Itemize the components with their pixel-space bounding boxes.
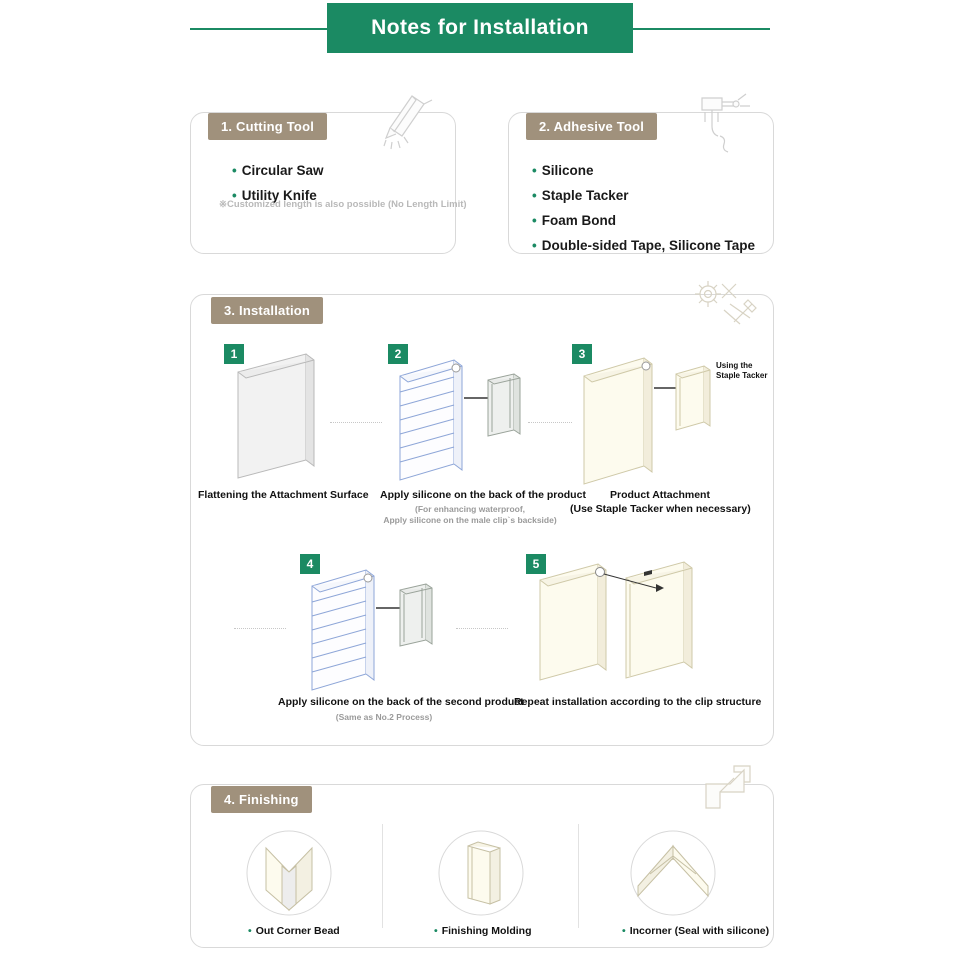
bullet-dot: • [532,238,537,253]
step1-caption: Flattening the Attachment Surface [198,489,369,501]
tag-adhesive-tool: 2. Adhesive Tool [526,113,657,140]
incorner-icon [630,830,716,916]
finishing-label: Out Corner Bead [255,925,340,937]
finishing-molding-icon [438,830,524,916]
bullet-dot: • [622,925,626,937]
bullet-dot: • [532,163,537,178]
step4-illustration [304,562,439,694]
bullet-dot: • [532,213,537,228]
list-item-label: Circular Saw [241,163,324,178]
step1-illustration [232,350,328,485]
step2-illustration [392,352,527,484]
cutting-tool-note: ※Customized length is also possible (No Length Limit) [219,199,467,210]
page-title: Notes for Installation [327,3,633,53]
step1-2-connector [330,422,382,424]
step2-subcaption-line2: Apply silicone on the male clip`s backside) [383,515,557,525]
list-item [532,162,755,180]
step-badge-2: 2 [388,344,408,364]
step4-caption: Apply silicone on the back of the second product [278,696,524,708]
gear-tool-icon [690,278,762,328]
cutting-saw-icon [378,92,442,154]
step3-caption-line2: (Use Staple Tacker when necessary) [570,503,751,515]
step3-annotation-line1: Using the [716,361,753,370]
step2-3-connector [528,422,572,424]
step-badge-5: 5 [526,554,546,574]
step2-subcaption-line1: (For enhancing waterproof, [414,504,526,514]
finishing-corner-icon [700,762,760,814]
page-header [0,0,960,60]
finishing-divider-2 [578,824,579,928]
step-badge-3: 3 [572,344,592,364]
adhesive-tool-list [532,162,755,262]
step3-annotation-line2: Staple Tacker [716,371,768,380]
list-item-label: Double-sided Tape, Silicone Tape [541,238,756,253]
out-corner-bead-icon [246,830,332,916]
step4-subcaption: (Same as No.2 Process) [335,712,433,722]
finishing-label: Incorner (Seal with silicone) [629,925,770,937]
list-item-label: Utility Knife [241,188,317,203]
step5-illustration [530,558,730,686]
bullet-dot: • [532,188,537,203]
step-badge-1: 1 [224,344,244,364]
bullet-dot: • [434,925,438,937]
list-item-label: Silicone [541,163,594,178]
step3-illustration [576,348,726,488]
step5-caption: Repeat installation according to the clip structure [514,696,762,708]
list-item [532,237,755,255]
bullet-dot: • [248,925,252,937]
tag-finishing: 4. Finishing [211,786,312,813]
finishing-caption-2 [434,925,532,937]
caulking-gun-icon [692,92,754,154]
step-badge-4: 4 [300,554,320,574]
step2-caption: Apply silicone on the back of the product [380,489,586,501]
finishing-caption-1 [248,925,340,937]
list-item [532,187,755,205]
finishing-caption-3 [622,925,769,937]
tag-installation: 3. Installation [211,297,323,324]
bullet-dot: • [232,163,237,178]
finishing-divider-1 [382,824,383,928]
list-item-label: Foam Bond [541,213,616,228]
list-item-label: Staple Tacker [541,188,629,203]
list-item [232,162,324,180]
list-item [532,212,755,230]
bullet-dot: • [232,188,237,203]
finishing-label: Finishing Molding [441,925,532,937]
step4-left-connector [234,628,286,630]
step4-5-connector [456,628,508,630]
tag-cutting-tool: 1. Cutting Tool [208,113,327,140]
step3-caption: Product Attachment [610,489,710,501]
